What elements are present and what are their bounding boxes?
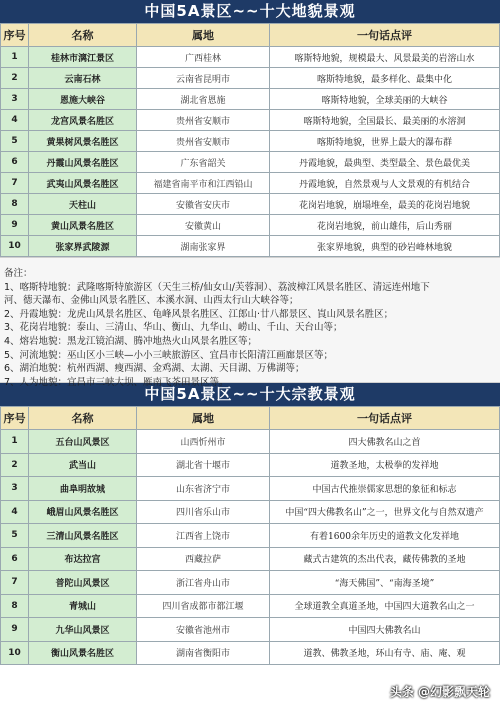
header-idx: 序号 <box>1 407 29 430</box>
header-review: 一句话点评 <box>270 407 500 430</box>
row-review: 全球道教全真道圣地，中国四大道教名山之一 <box>270 594 500 618</box>
row-idx: 1 <box>1 430 29 454</box>
notes-line: 5、河流地貌：巫山区小三峡—小小三峡旅游区、宜昌市长阳清江画廊景区等； <box>4 349 334 361</box>
row-name: 布达拉宫 <box>29 547 137 571</box>
notes-line: 1、喀斯特地貌：武隆喀斯特旅游区（天生三桥/仙女山/芙蓉洞）、荔波樟江风景名胜区、清远连州地下 <box>4 281 430 293</box>
row-location: 四川省乐山市 <box>137 500 270 524</box>
religious-table <box>0 406 500 665</box>
table-row <box>1 453 500 477</box>
row-idx: 3 <box>1 89 29 110</box>
header-idx: 序号 <box>1 24 29 47</box>
header-name: 名称 <box>29 24 137 47</box>
row-name: 五台山风景区 <box>29 430 137 454</box>
row-location: 山西忻州市 <box>137 430 270 454</box>
table-row <box>1 500 500 524</box>
row-idx: 10 <box>1 236 29 257</box>
row-review: 喀斯特地貌，世界上最大的瀑布群 <box>270 131 500 152</box>
table-row <box>1 152 500 173</box>
row-name: 云南石林 <box>29 68 137 89</box>
row-idx: 6 <box>1 152 29 173</box>
row-location: 安徽黄山 <box>137 215 270 236</box>
row-name: 武夷山风景名胜区 <box>29 173 137 194</box>
row-name: 武当山 <box>29 453 137 477</box>
row-location: 湖南省衡阳市 <box>137 641 270 665</box>
row-location: 湖北省十堰市 <box>137 453 270 477</box>
table-row <box>1 430 500 454</box>
table-row <box>1 215 500 236</box>
row-review: 中国四大佛教名山 <box>270 618 500 642</box>
row-name: 桂林市漓江景区 <box>29 47 137 68</box>
row-idx: 9 <box>1 215 29 236</box>
row-idx: 9 <box>1 618 29 642</box>
row-location: 四川省成都市都江堰 <box>137 594 270 618</box>
row-name: 张家界武陵源 <box>29 236 137 257</box>
row-idx: 1 <box>1 47 29 68</box>
table-row <box>1 547 500 571</box>
row-idx: 4 <box>1 500 29 524</box>
row-location: 山东省济宁市 <box>137 477 270 501</box>
row-review: 花岗岩地貌，崩塌堆垒，最美的花岗岩地貌 <box>270 194 500 215</box>
header-row <box>1 24 500 47</box>
row-name: 黄果树风景名胜区 <box>29 131 137 152</box>
table-row <box>1 110 500 131</box>
row-review: 有着1600余年历史的道教文化发祥地 <box>270 524 500 548</box>
row-location: 安徽省池州市 <box>137 618 270 642</box>
row-idx: 2 <box>1 453 29 477</box>
section-title-religious: 中国5A景区~~十大宗教景观 <box>0 383 500 406</box>
row-name: 丹霞山风景名胜区 <box>29 152 137 173</box>
row-review: 丹霞地貌，最典型、类型最全、景色最优美 <box>270 152 500 173</box>
header-row <box>1 407 500 430</box>
table-row <box>1 194 500 215</box>
table-row <box>1 571 500 595</box>
watermark: 头条 @幻影飘天轮 <box>389 685 490 699</box>
row-idx: 4 <box>1 110 29 131</box>
row-name: 普陀山风景区 <box>29 571 137 595</box>
table-row <box>1 594 500 618</box>
row-review: 藏式古建筑的杰出代表，藏传佛教的圣地 <box>270 547 500 571</box>
notes-line: 3、花岗岩地貌：泰山、三清山、华山、衡山、九华山、崂山、千山、天台山等； <box>4 322 343 334</box>
row-location: 福建省南平市和江西铅山 <box>137 173 270 194</box>
row-name: 衡山风景名胜区 <box>29 641 137 665</box>
row-location: 浙江省舟山市 <box>137 571 270 595</box>
table-row <box>1 618 500 642</box>
row-review: 道教圣地，太极拳的发祥地 <box>270 453 500 477</box>
row-location: 江西省上饶市 <box>137 524 270 548</box>
row-review: 花岗岩地貌，前山雄伟，后山秀丽 <box>270 215 500 236</box>
row-name: 恩施大峡谷 <box>29 89 137 110</box>
row-idx: 7 <box>1 173 29 194</box>
row-idx: 3 <box>1 477 29 501</box>
landform-table <box>0 23 500 257</box>
table-row <box>1 68 500 89</box>
row-review: 中国古代推崇儒家思想的象征和标志 <box>270 477 500 501</box>
row-location: 贵州省安顺市 <box>137 131 270 152</box>
table-row <box>1 236 500 257</box>
row-review: 中国“四大佛教名山”之一，世界文化与自然双遗产 <box>270 500 500 524</box>
row-review: 丹霞地貌，自然景观与人文景观的有机结合 <box>270 173 500 194</box>
header-review: 一句话点评 <box>270 24 500 47</box>
section-title-landforms: 中国5A景区~~十大地貌景观 <box>0 0 500 23</box>
row-idx: 6 <box>1 547 29 571</box>
row-idx: 8 <box>1 594 29 618</box>
notes-line: 6、湖泊地貌：杭州西湖、瘦西湖、金鸡湖、太湖、天目湖、万佛湖等； <box>4 363 305 375</box>
table-row <box>1 477 500 501</box>
row-name: 龙宫风景名胜区 <box>29 110 137 131</box>
row-review: 喀斯特地貌，规模最大、风景最美的岩溶山水 <box>270 47 500 68</box>
row-idx: 5 <box>1 131 29 152</box>
row-review: 喀斯特地貌，全国最长、最美丽的水溶洞 <box>270 110 500 131</box>
row-location: 湖南张家界 <box>137 236 270 257</box>
table-row <box>1 524 500 548</box>
row-review: 喀斯特地貌，最多样化、最集中化 <box>270 68 500 89</box>
notes-line: 7、人为地貌：宜昌市三峡大坝、雁南飞茶田景区等。 <box>4 376 229 388</box>
row-review: 四大佛教名山之首 <box>270 430 500 454</box>
table-row <box>1 641 500 665</box>
row-location: 云南省昆明市 <box>137 68 270 89</box>
row-idx: 8 <box>1 194 29 215</box>
row-review: “海天佛国”、“南海圣境” <box>270 571 500 595</box>
notes-block <box>0 257 500 388</box>
row-idx: 5 <box>1 524 29 548</box>
header-name: 名称 <box>29 407 137 430</box>
table-row <box>1 131 500 152</box>
row-location: 广西桂林 <box>137 47 270 68</box>
row-name: 黄山风景名胜区 <box>29 215 137 236</box>
row-location: 湖北省恩施 <box>137 89 270 110</box>
row-name: 九华山风景区 <box>29 618 137 642</box>
header-location: 属地 <box>137 407 270 430</box>
row-location: 安徽省安庆市 <box>137 194 270 215</box>
table-row <box>1 89 500 110</box>
row-idx: 10 <box>1 641 29 665</box>
notes-line: 4、熔岩地貌：黑龙江镜泊湖、腾冲地热火山风景名胜区等； <box>4 335 258 347</box>
row-name: 三清山风景名胜区 <box>29 524 137 548</box>
row-name: 峨眉山风景名胜区 <box>29 500 137 524</box>
row-idx: 2 <box>1 68 29 89</box>
row-location: 西藏拉萨 <box>137 547 270 571</box>
row-location: 贵州省安顺市 <box>137 110 270 131</box>
notes-line: 2、丹霞地貌：龙虎山风景名胜区、龟峰风景名胜区、江郎山·廿八都景区、崀山风景名胜区； <box>4 308 394 320</box>
row-name: 曲阜明故城 <box>29 477 137 501</box>
row-location: 广东省韶关 <box>137 152 270 173</box>
row-review: 张家界地貌，典型的砂岩峰林地貌 <box>270 236 500 257</box>
header-location: 属地 <box>137 24 270 47</box>
row-idx: 7 <box>1 571 29 595</box>
row-name: 青城山 <box>29 594 137 618</box>
row-name: 天柱山 <box>29 194 137 215</box>
row-review: 喀斯特地貌，全球美丽的大峡谷 <box>270 89 500 110</box>
row-review: 道教、佛教圣地，环山有寺、庙、庵、观 <box>270 641 500 665</box>
table-row <box>1 173 500 194</box>
notes-heading: 备注： <box>4 268 33 279</box>
notes-line: 河、德天瀑布、金佛山风景名胜区、本溪水洞、山西太行山大峡谷等； <box>4 295 299 307</box>
table-row <box>1 47 500 68</box>
